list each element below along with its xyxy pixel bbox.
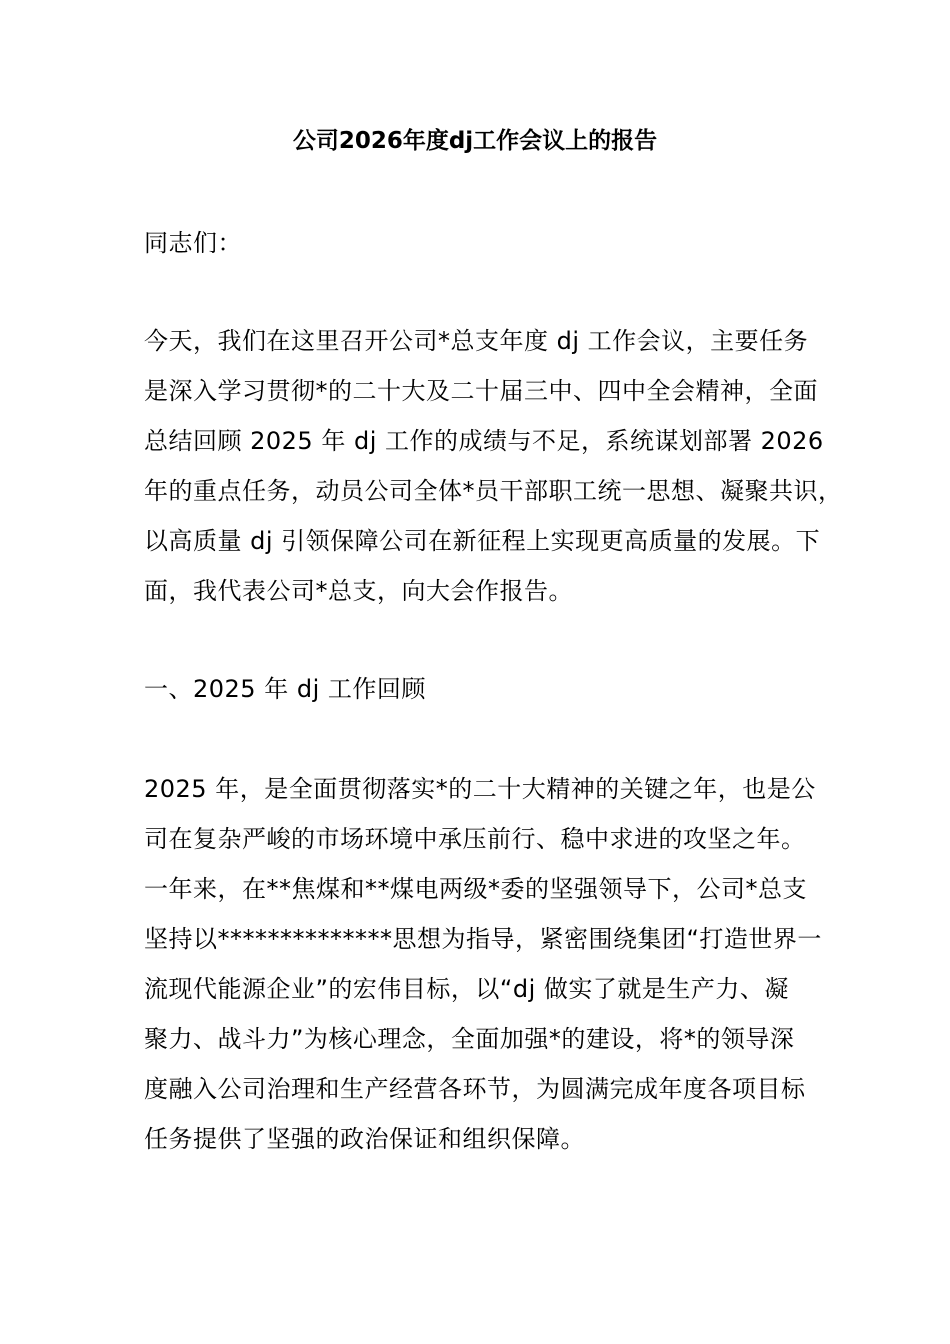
paragraph-line: 今天，我们在这里召开公司*总支年度 dj 工作会议，主要任务: [144, 327, 809, 355]
paragraph-line: 2025 年，是全面贯彻落实*的二十大精神的关键之年，也是公: [144, 775, 816, 803]
paragraph-line: 坚持以**************思想为指导，紧密围绕集团“打造世界一: [144, 925, 822, 953]
document-title: 公司2026年度dj工作会议上的报告: [292, 128, 658, 154]
paragraph-line: 任务提供了坚强的政治保证和组织保障。: [144, 1125, 585, 1153]
paragraph-line: 以高质量 dj 引领保障公司在新征程上实现更高质量的发展。下: [144, 527, 821, 555]
paragraph-line: 年的重点任务，动员公司全体*员干部职工统一思想、凝聚共识，: [144, 477, 843, 505]
paragraph-line: 一年来，在**焦煤和**煤电两级*委的坚强领导下，公司*总支: [144, 875, 807, 903]
paragraph-line: 聚力、战斗力”为核心理念，全面加强*的建设，将*的领导深: [144, 1025, 795, 1053]
paragraph-line: 司在复杂严峻的市场环境中承压前行、稳中求进的攻坚之年。: [144, 825, 806, 853]
paragraph-line: 是深入学习贯彻*的二十大及二十届三中、四中全会精神，全面: [144, 377, 818, 405]
paragraph-line: 总结回顾 2025 年 dj 工作的成绩与不足，系统谋划部署 2026: [144, 427, 824, 455]
paragraph-line: 度融入公司治理和生产经营各环节，为圆满完成年度各项目标: [144, 1075, 806, 1103]
section-heading: 一、2025 年 dj 工作回顾: [144, 675, 426, 703]
paragraph-line: 流现代能源企业”的宏伟目标，以“dj 做实了就是生产力、凝: [144, 975, 789, 1003]
paragraph-line: 面，我代表公司*总支，向大会作报告。: [144, 577, 573, 605]
salutation: 同志们：: [144, 229, 242, 257]
